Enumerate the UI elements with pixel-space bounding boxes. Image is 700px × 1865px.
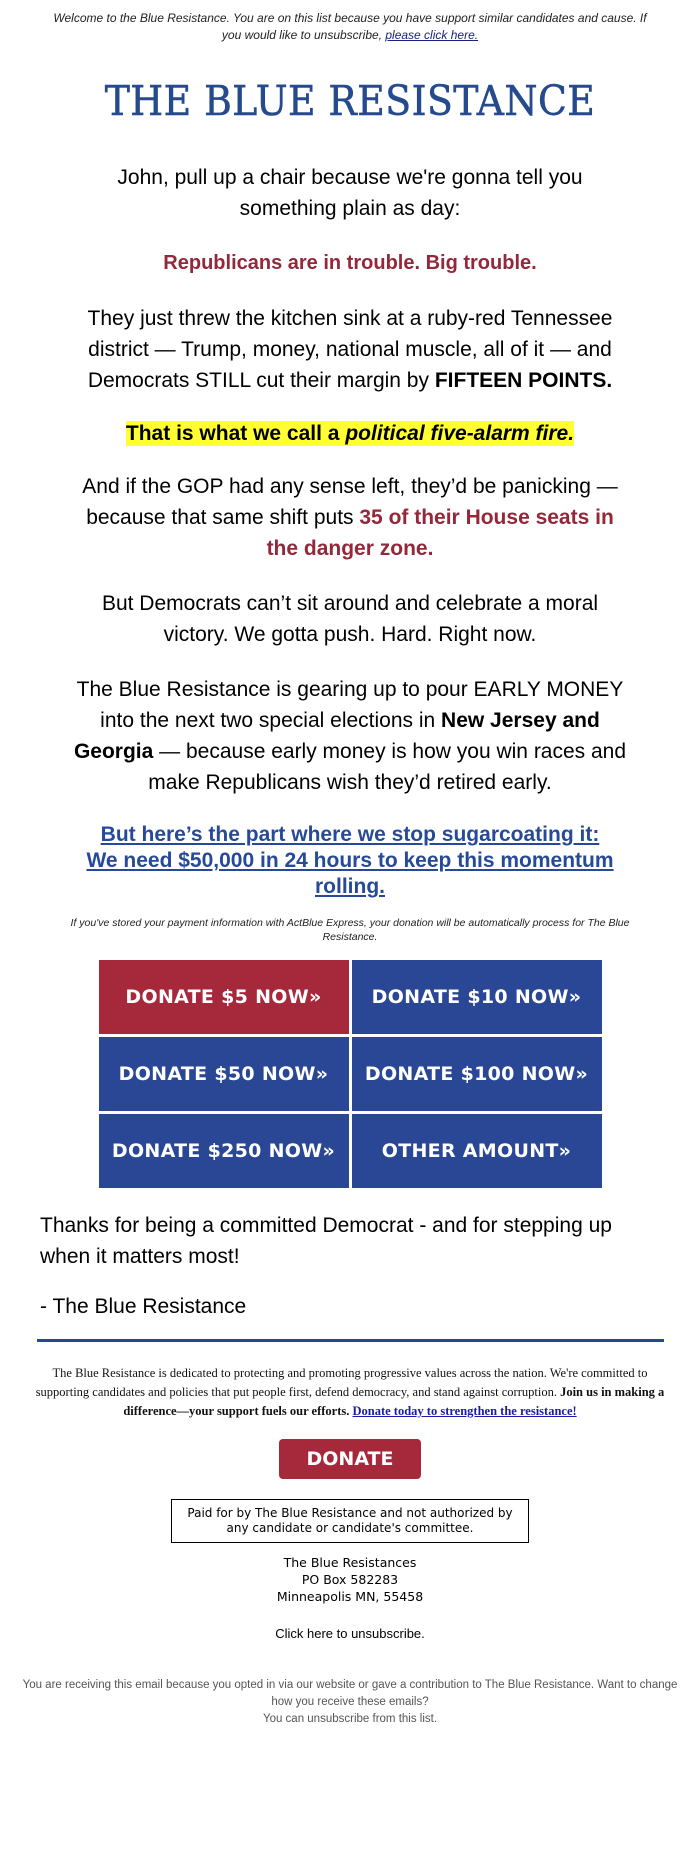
receiving-notice <box>20 1677 680 1728</box>
cta-link-line1[interactable]: But here’s the part where we stop sugarcoating it: <box>100 823 600 846</box>
thanks-paragraph: Thanks for being a committed Democrat - and for stepping up when it matters most! <box>40 1214 612 1268</box>
highlighted-statement <box>126 421 574 446</box>
paid-for-disclaimer: Paid for by The Blue Resistance and not authorized by any candidate or candidate's committee. <box>171 1499 529 1543</box>
donate-10-button[interactable]: DONATE $10 NOW» <box>352 960 602 1034</box>
headline-trouble: Republicans are in trouble. Big trouble. <box>163 252 537 274</box>
nj-ga-bold: New Jersey and Georgia <box>73 709 600 763</box>
address-line1: The Blue Resistances <box>283 1555 417 1570</box>
fifteen-points: FIFTEEN POINTS. <box>434 369 613 392</box>
five-alarm-paragraph <box>0 418 700 449</box>
unsubscribe-link[interactable]: please click here. <box>385 28 479 42</box>
donate-grid <box>99 960 602 1188</box>
signature: - The Blue Resistance <box>40 1295 247 1318</box>
tennessee-text: They just threw the kitchen sink at a ruby-red Tennessee district — Trump, money, national muscle, all of it — and Democrats STILL cut their margin by <box>87 307 613 392</box>
address-line3: Minneapolis MN, 55458 <box>276 1589 424 1604</box>
early-money-post: — because early money is how you win races and make Republicans wish they’d retired early. <box>148 740 627 794</box>
five-alarm-pre: That is what we call a <box>125 422 340 445</box>
donate-5-button[interactable]: DONATE $5 NOW» <box>99 960 349 1034</box>
intro-paragraph: John, pull up a chair because we're gonna tell you something plain as day: <box>117 166 583 220</box>
gop-text: And if the GOP had any sense left, they’d be panicking — because that same shift puts <box>82 475 618 529</box>
logo <box>28 78 672 124</box>
mission-paragraph <box>30 1364 670 1421</box>
danger-zone-text: 35 of their House seats in the danger zone. <box>266 506 614 560</box>
donate-button[interactable]: DONATE <box>279 1439 421 1479</box>
cta-link-line2[interactable]: We need $50,000 in 24 hours to keep this momentum rolling. <box>86 849 614 898</box>
mailing-address <box>0 1554 700 1605</box>
donate-100-button[interactable]: DONATE $100 NOW» <box>352 1037 602 1111</box>
donate-250-button[interactable]: DONATE $250 NOW» <box>99 1114 349 1188</box>
donate-today-link[interactable]: Donate today to strengthen the resistance! <box>352 1404 577 1418</box>
preheader-text: Welcome to the Blue Resistance. You are on this list because you have support similar candidates and cause. If you would like to unsubscribe, <box>53 11 647 42</box>
early-money-paragraph <box>70 674 630 798</box>
moral-victory-paragraph: But Democrats can’t sit around and celebrate a moral victory. We gotta push. Hard. Right now. <box>101 592 599 646</box>
mission-text: The Blue Resistance is dedicated to protecting and promoting progressive values across the nation. We're committed to supporting candidates and policies that put people first, defend democracy, and stand against corruption. <box>35 1366 648 1399</box>
unsubscribe-list-text[interactable]: You can unsubscribe from this list. <box>262 1713 438 1725</box>
mission-bold: Join us in making a difference—your support fuels our efforts. <box>123 1385 665 1418</box>
donate-50-button[interactable]: DONATE $50 NOW» <box>99 1037 349 1111</box>
cta-block <box>70 822 630 900</box>
other-amount-button[interactable]: OTHER AMOUNT» <box>352 1114 602 1188</box>
tennessee-paragraph <box>70 303 630 396</box>
address-line2: PO Box 582283 <box>301 1572 399 1587</box>
receiving-text: You are receiving this email because you opted in via our website or gave a contribution to The Blue Resistance. Want to change how you receive these emails? <box>22 1679 678 1708</box>
unsubscribe-link-footer[interactable]: Click here to unsubscribe. <box>275 1626 425 1641</box>
preheader <box>50 0 650 44</box>
logo-text: THE BLUE RESISTANCE <box>104 77 596 125</box>
five-alarm-italic: political five-alarm fire. <box>345 422 575 445</box>
actblue-express-note: If you've stored your payment information with ActBlue Express, your donation will be automatically process for The Blue Resistance. <box>70 917 630 943</box>
early-money-pre: The Blue Resistance is gearing up to pour EARLY MONEY into the next two special elections in <box>76 678 624 732</box>
gop-paragraph <box>80 471 620 564</box>
